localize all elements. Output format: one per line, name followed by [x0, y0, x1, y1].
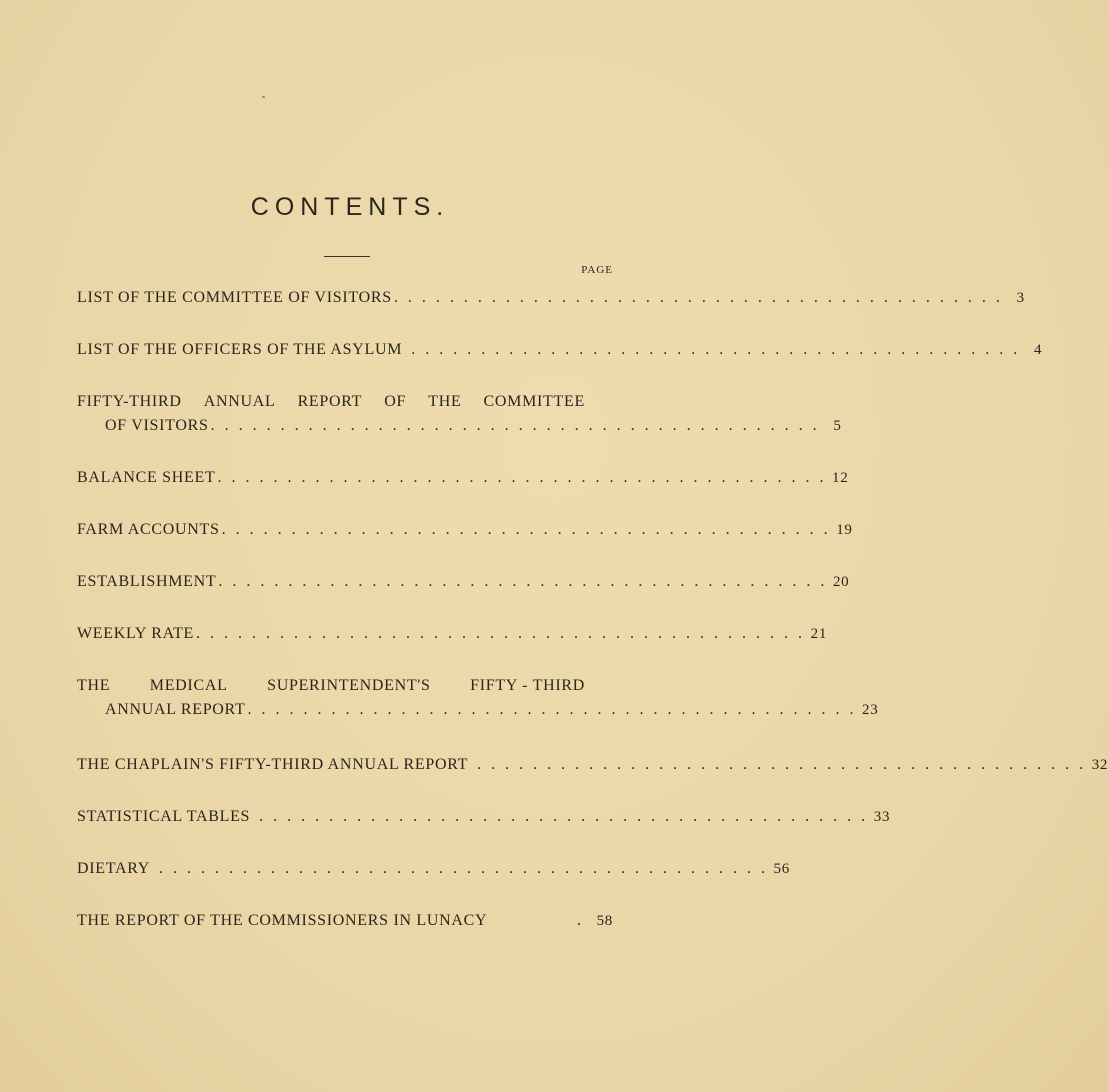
- entry-title: LIST OF THE OFFICERS OF THE ASYLUM: [77, 341, 403, 358]
- entry-page: 21: [810, 626, 828, 642]
- leader-dots: . . . . . . . . . . . . . . . . . . . . . . . . . . . . . . . . . . . . . . . . . . . .: [221, 521, 831, 538]
- leader-dots: . . . . . . . . . . . . . . . . . . . . . . . . . . . . . . . . . . . . . . . . . . . .: [404, 341, 1021, 358]
- page-column-heading: PAGE: [581, 264, 613, 276]
- toc-entry[interactable]: [77, 755, 1108, 775]
- entry-title-first-line: FIFTY-THIRD ANNUAL REPORT OF THE COMMITTEE: [77, 393, 585, 410]
- entry-title: THE REPORT OF THE COMMISSIONERS IN LUNACY: [77, 912, 488, 929]
- toc-entry[interactable]: [77, 468, 849, 488]
- leader-dots: . . . . . . . . . . . . . . . . . . . . . . . . . . . . . . . . . . . . . . . . . . . .: [252, 808, 869, 825]
- entry-title-continued: OF VISITORS: [105, 417, 209, 434]
- entry-title: STATISTICAL TABLES: [77, 808, 251, 825]
- toc-entry[interactable]: [77, 572, 850, 592]
- leader-dots: . . . . . . . . . . . . . . . . . . . . . . . . . . . . . . . . . . . . . . . . . . . .: [217, 469, 827, 486]
- entry-page: 56: [773, 861, 790, 877]
- entry-page: 5: [833, 418, 842, 434]
- paper-speck: [262, 96, 265, 98]
- leader-dots: . . . . . . . . . . . . . . . . . . . . . . . . . . . . . . . . . . . . . . . . . . . .: [247, 701, 857, 718]
- entry-page: 20: [832, 574, 850, 590]
- entry-page: 23: [862, 702, 879, 718]
- entry-title: FARM ACCOUNTS: [77, 521, 220, 538]
- entry-page: 19: [836, 522, 853, 538]
- leader-dots: . . . . . . . . . . . . . . . . . . . . . . . . . . . . . . . . . . . . . . . . . . . .: [470, 756, 1087, 773]
- toc-entry[interactable]: [77, 340, 1043, 360]
- entry-title: ESTABLISHMENT: [77, 573, 217, 590]
- leader-dots: . . . . . . . . . . . . . . . . . . . . . . . . . . . . . . . . . . . . . . . . . . . .: [393, 289, 1003, 306]
- entry-title: THE CHAPLAIN'S FIFTY-THIRD ANNUAL REPORT: [77, 756, 469, 773]
- page-title: CONTENTS.: [250, 193, 450, 221]
- entry-title: DIETARY: [77, 860, 150, 877]
- toc-entry[interactable]: [77, 520, 853, 540]
- leader-dots: .: [577, 912, 591, 929]
- entry-title: BALANCE SHEET: [77, 469, 216, 486]
- leader-dots: . . . . . . . . . . . . . . . . . . . . . . . . . . . . . . . . . . . . . . . . . . . .: [151, 860, 768, 877]
- leader-dots: . . . . . . . . . . . . . . . . . . . . . . . . . . . . . . . . . . . . . . . . . . . .: [218, 573, 828, 590]
- entry-page: 12: [832, 470, 849, 486]
- entry-page: 3: [1016, 290, 1025, 306]
- leader-dots: . . . . . . . . . . . . . . . . . . . . . . . . . . . . . . . . . . . . . . . . . . . .: [210, 417, 820, 434]
- entry-page: 32: [1091, 757, 1108, 773]
- entry-page: 4: [1034, 342, 1043, 358]
- entry-page: 33: [873, 809, 891, 825]
- entry-title: WEEKLY RATE: [77, 625, 195, 642]
- entry-title-continued: ANNUAL REPORT: [105, 701, 246, 718]
- toc-entry[interactable]: [77, 676, 879, 720]
- toc-entry[interactable]: [77, 624, 828, 644]
- toc-entry[interactable]: [77, 288, 1025, 308]
- leader-dots: . . . . . . . . . . . . . . . . . . . . . . . . . . . . . . . . . . . . . . . . . . . .: [196, 625, 806, 642]
- toc-entry[interactable]: [77, 392, 842, 436]
- toc-entry[interactable]: [77, 807, 891, 827]
- title-rule: [324, 256, 370, 257]
- toc-entry[interactable]: [77, 859, 790, 879]
- entry-page: 58: [596, 913, 613, 929]
- entry-title-first-line: THE MEDICAL SUPERINTENDENT'S FIFTY - THIRD: [77, 677, 585, 694]
- toc-entry[interactable]: [77, 911, 613, 931]
- entry-title: LIST OF THE COMMITTEE OF VISITORS: [77, 289, 392, 306]
